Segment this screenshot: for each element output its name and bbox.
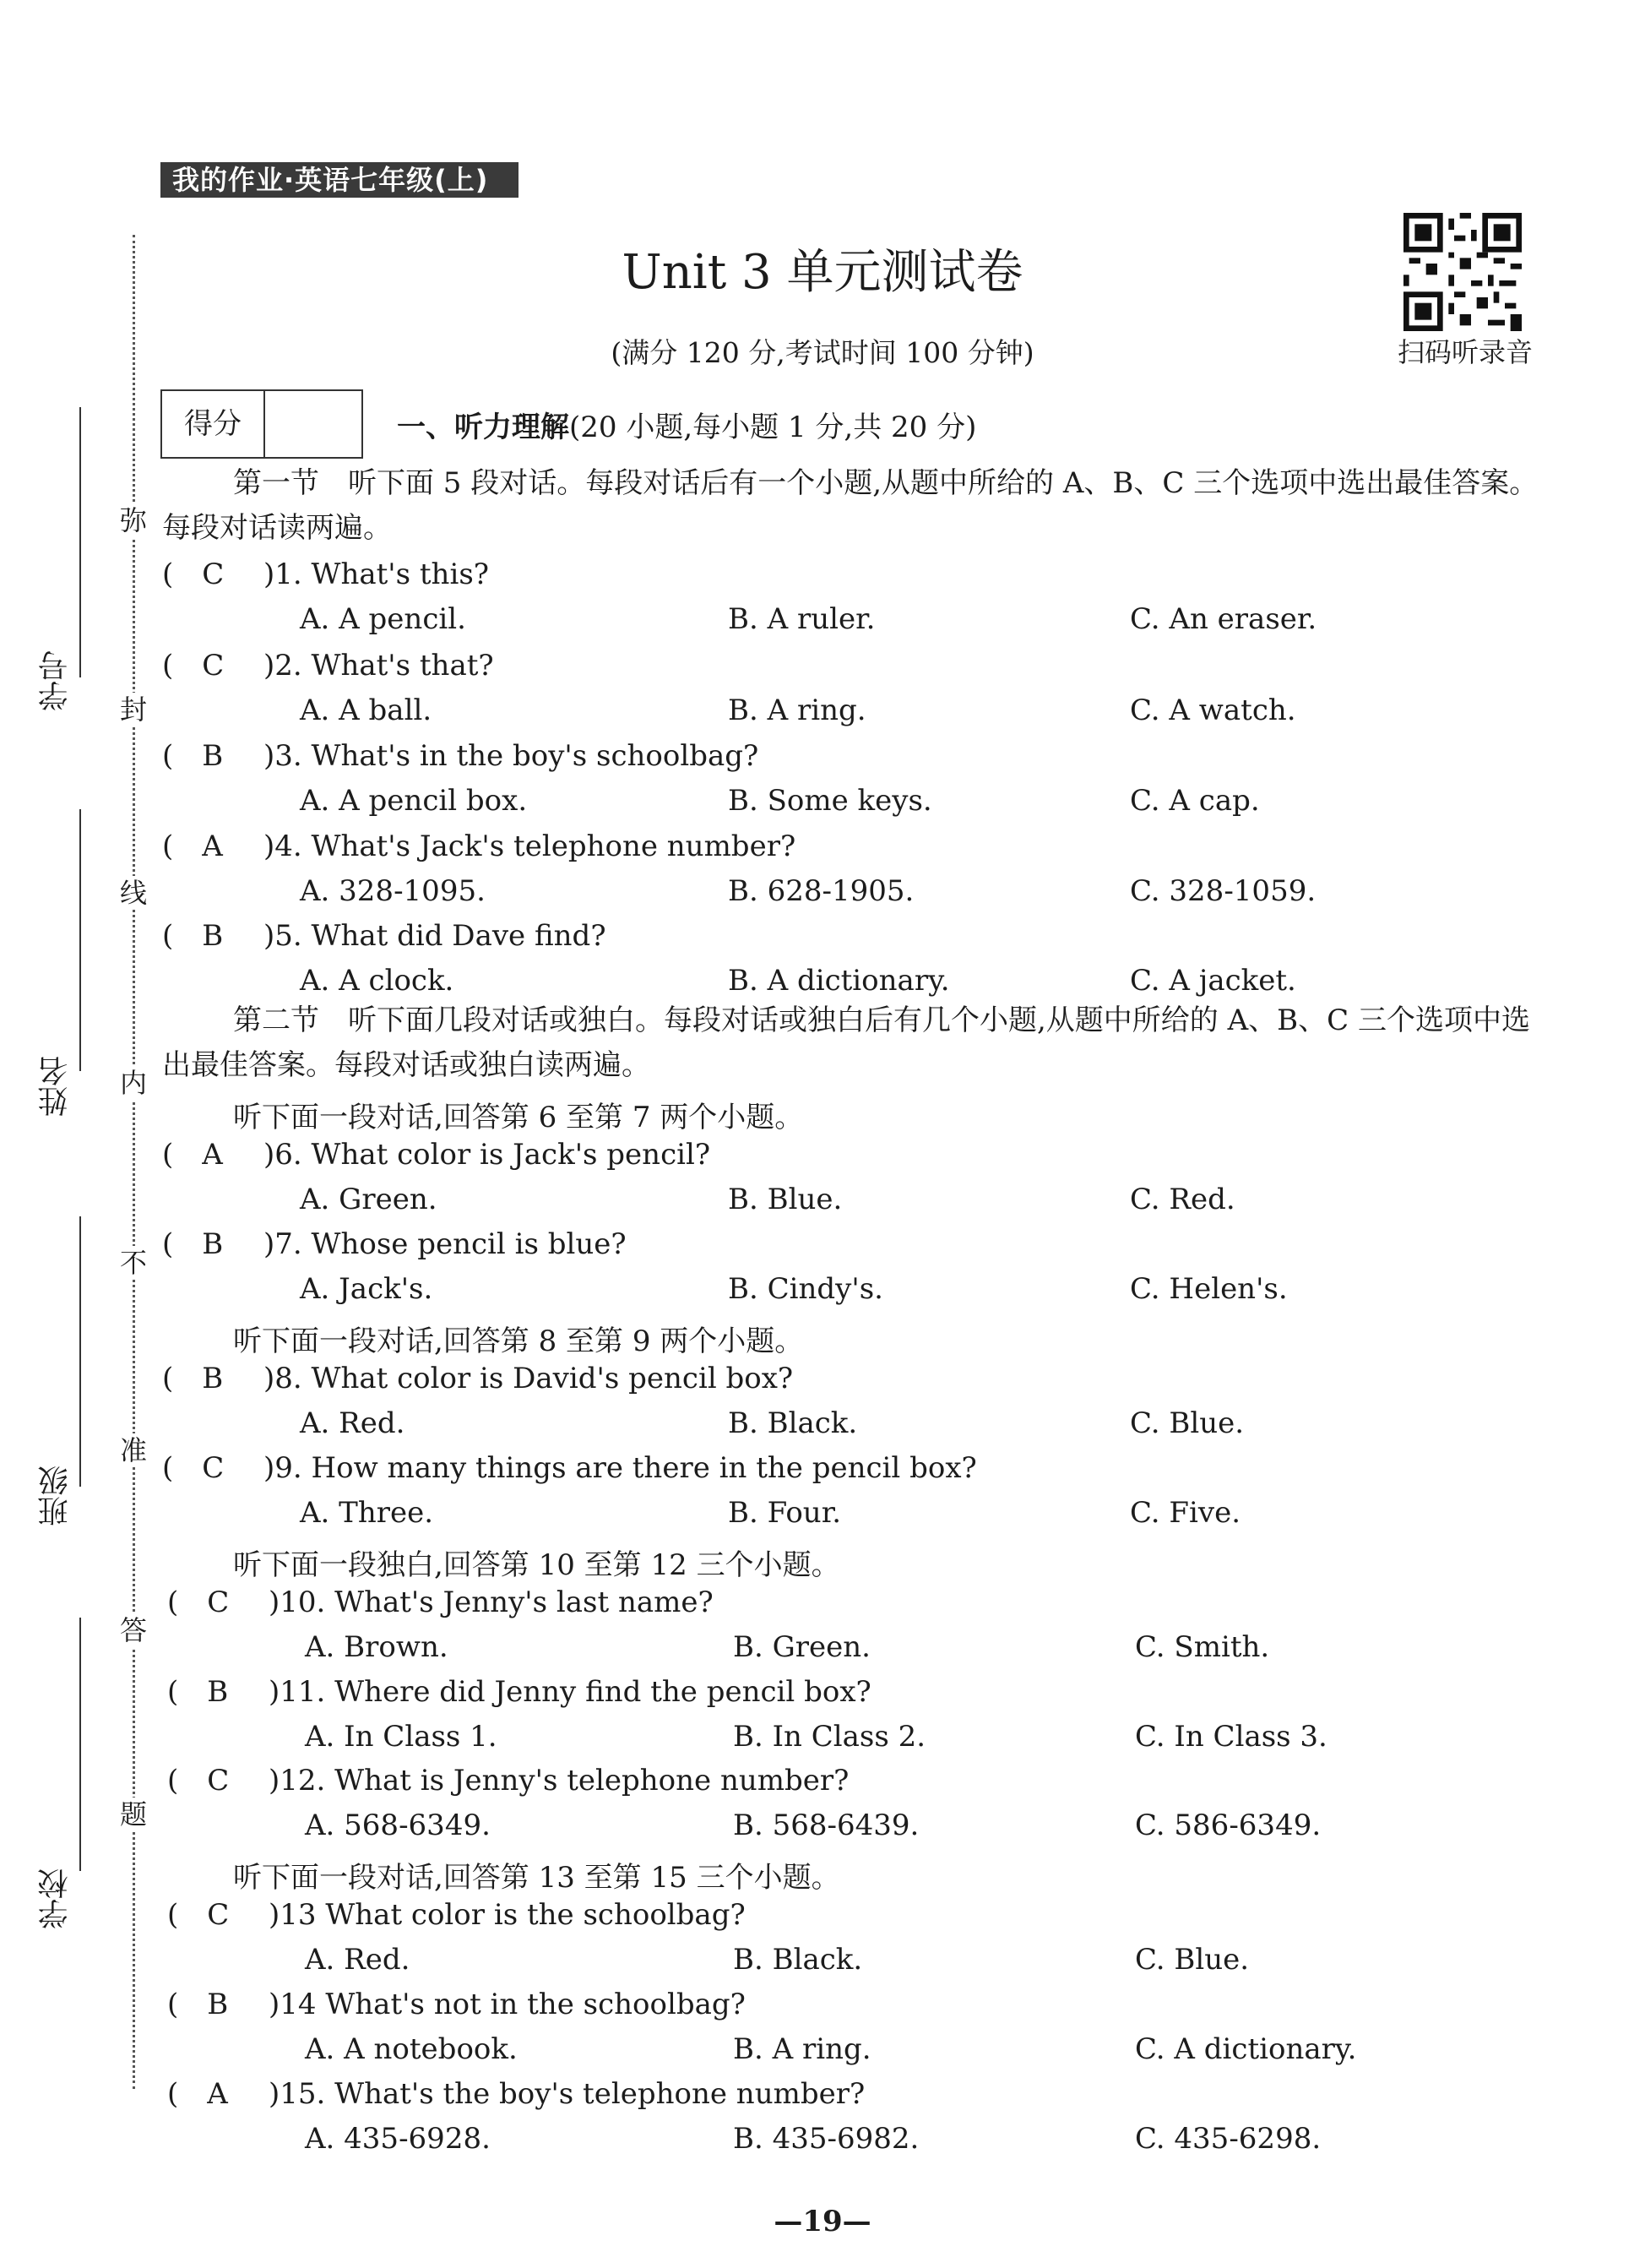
listening-instruction: 听下面一段对话,回答第 13 至第 15 三个小题。 xyxy=(233,1861,840,1895)
answer-letter: A xyxy=(202,1138,223,1172)
question-stem: )5. What did Dave find? xyxy=(263,919,606,953)
page-title: Unit 3 单元测试卷 xyxy=(622,245,1023,300)
score-label: 得分 xyxy=(162,391,265,457)
answer-option: A. A notebook. xyxy=(305,2032,518,2066)
answer-letter: C xyxy=(202,649,225,683)
question-stem: )9. How many things are there in the pencil box? xyxy=(263,1451,977,1485)
answer-option: B. A dictionary. xyxy=(728,964,950,998)
question-stem: )8. What color is David's pencil box? xyxy=(263,1362,794,1395)
binding-char: 弥 xyxy=(119,504,147,536)
class-line xyxy=(79,1216,81,1487)
answer-option: C. Blue. xyxy=(1130,1406,1245,1440)
answer-letter: B xyxy=(202,739,224,773)
answer-option: A. Three. xyxy=(300,1496,434,1530)
answer-option: B. A ring. xyxy=(728,693,866,727)
answer-blank[interactable]: ( C xyxy=(162,649,225,683)
answer-option: A. In Class 1. xyxy=(305,1720,497,1754)
answer-letter: A xyxy=(202,829,223,863)
answer-blank[interactable]: ( A xyxy=(162,1138,223,1172)
answer-option: C. Five. xyxy=(1130,1496,1241,1530)
answer-letter: C xyxy=(202,1451,225,1485)
answer-blank[interactable]: ( C xyxy=(162,557,225,591)
question-row xyxy=(167,1585,714,1619)
answer-blank[interactable]: ( C xyxy=(167,1898,230,1932)
school-line xyxy=(79,1618,81,1871)
question-row xyxy=(167,1764,849,1798)
answer-option: A. A ball. xyxy=(300,693,432,727)
question-row xyxy=(167,1988,746,2021)
answer-option: C. 435-6298. xyxy=(1135,2122,1322,2156)
question-row xyxy=(162,919,606,953)
answer-option: C. Helen's. xyxy=(1130,1272,1288,1306)
answer-option: C. A dictionary. xyxy=(1135,2032,1357,2066)
answer-option: A. A pencil. xyxy=(300,602,466,636)
question-stem: )4. What's Jack's telephone number? xyxy=(263,829,796,863)
answer-option: B. 435-6982. xyxy=(733,2122,920,2156)
name-label: 姓名 xyxy=(38,1056,73,1117)
question-stem: )15. What's the boy's telephone number? xyxy=(269,2077,866,2111)
question-row xyxy=(162,1451,977,1485)
part2-instruction: 第二节 听下面几段对话或独白。每段对话或独白后有几个小题,从题中所给的 A、B、C 三个选项中选出最佳答案。每段对话或独白读两遍。 xyxy=(162,1003,1530,1082)
answer-blank[interactable]: ( B xyxy=(167,1988,229,2021)
answer-letter: B xyxy=(207,1988,229,2021)
part1-instruction: 第一节 听下面 5 段对话。每段对话后有一个小题,从题中所给的 A、B、C 三个选项中选出最佳答案。每段对话读两遍。 xyxy=(162,466,1539,545)
question-row xyxy=(162,557,489,591)
answer-option: B. Black. xyxy=(733,1943,863,1977)
qr-code-icon[interactable] xyxy=(1403,213,1522,331)
question-stem: )1. What's this? xyxy=(263,557,490,591)
answer-letter: C xyxy=(207,1898,230,1932)
question-row xyxy=(162,649,494,683)
binding-char: 准 xyxy=(119,1434,147,1466)
question-stem: )13 What color is the schoolbag? xyxy=(269,1898,746,1932)
answer-option: B. Four. xyxy=(728,1496,842,1530)
question-stem: )10. What's Jenny's last name? xyxy=(269,1585,714,1619)
question-stem: )7. Whose pencil is blue? xyxy=(263,1227,627,1261)
answer-option: A. Brown. xyxy=(305,1630,448,1664)
question-stem: )12. What is Jenny's telephone number? xyxy=(269,1764,850,1798)
binding-char: 答 xyxy=(119,1614,147,1646)
answer-option: B. Green. xyxy=(733,1630,871,1664)
answer-letter: B xyxy=(207,1675,229,1709)
answer-blank[interactable]: ( C xyxy=(167,1585,230,1619)
student-id-label: 学号 xyxy=(38,650,73,711)
question-row xyxy=(162,1138,710,1172)
answer-option: B. Some keys. xyxy=(728,784,932,818)
answer-option: C. Red. xyxy=(1130,1183,1235,1216)
listening-instruction: 听下面一段独白,回答第 10 至第 12 三个小题。 xyxy=(233,1548,840,1582)
answer-option: A. 328-1095. xyxy=(300,874,486,908)
page-number: —19— xyxy=(774,2205,871,2238)
answer-option: C. In Class 3. xyxy=(1135,1720,1327,1754)
answer-letter: B xyxy=(202,1227,224,1261)
score-box xyxy=(160,389,363,459)
answer-blank[interactable]: ( C xyxy=(162,1451,225,1485)
question-stem: )3. What's in the boy's schoolbag? xyxy=(263,739,759,773)
header-tag: 我的作业·英语七年级(上) xyxy=(160,162,518,198)
answer-blank[interactable]: ( A xyxy=(167,2077,228,2111)
class-label: 班级 xyxy=(38,1466,73,1526)
question-row xyxy=(162,829,795,863)
answer-option: C. 328-1059. xyxy=(1130,874,1317,908)
answer-option: B. Cindy's. xyxy=(728,1272,883,1306)
answer-blank[interactable]: ( C xyxy=(167,1764,230,1798)
section-title-detail: (20 小题,每小题 1 分,共 20 分) xyxy=(569,411,977,444)
answer-option: C. Blue. xyxy=(1135,1943,1250,1977)
answer-option: B. 568-6439. xyxy=(733,1808,920,1842)
binding-char: 线 xyxy=(119,877,147,909)
answer-option: A. A pencil box. xyxy=(300,784,528,818)
page-subtitle: (满分 120 分,考试时间 100 分钟) xyxy=(611,336,1034,369)
answer-option: B. A ruler. xyxy=(728,602,876,636)
section-title xyxy=(397,404,976,445)
question-stem: )11. Where did Jenny find the pencil box? xyxy=(269,1675,871,1709)
answer-option: A. Green. xyxy=(300,1183,437,1216)
answer-letter: B xyxy=(202,919,224,953)
binding-char: 封 xyxy=(119,693,147,726)
listening-instruction: 听下面一段对话,回答第 6 至第 7 两个小题。 xyxy=(233,1101,804,1134)
answer-option: B. 628-1905. xyxy=(728,874,915,908)
answer-option: B. In Class 2. xyxy=(733,1720,926,1754)
answer-blank[interactable]: ( B xyxy=(167,1675,229,1709)
answer-option: B. Black. xyxy=(728,1406,858,1440)
answer-option: A. Red. xyxy=(300,1406,405,1440)
answer-letter: A xyxy=(207,2077,228,2111)
answer-blank[interactable]: ( B xyxy=(162,919,224,953)
answer-option: C. A jacket. xyxy=(1130,964,1296,998)
answer-option: A. 435-6928. xyxy=(305,2122,491,2156)
question-row xyxy=(162,739,758,773)
answer-option: A. Red. xyxy=(305,1943,410,1977)
question-row xyxy=(162,1362,793,1395)
student-id-line xyxy=(79,407,81,677)
binding-char: 题 xyxy=(119,1798,147,1830)
answer-option: A. Jack's. xyxy=(300,1272,433,1306)
answer-blank[interactable]: ( B xyxy=(162,1227,224,1261)
answer-letter: C xyxy=(207,1764,230,1798)
answer-option: A. 568-6349. xyxy=(305,1808,491,1842)
answer-option: B. Blue. xyxy=(728,1183,843,1216)
answer-blank[interactable]: ( B xyxy=(162,1362,224,1395)
listening-instruction: 听下面一段对话,回答第 8 至第 9 两个小题。 xyxy=(233,1324,804,1358)
answer-blank[interactable]: ( B xyxy=(162,739,224,773)
answer-option: C. 586-6349. xyxy=(1135,1808,1322,1842)
question-row xyxy=(167,2077,865,2111)
answer-option: C. Smith. xyxy=(1135,1630,1270,1664)
answer-option: B. A ring. xyxy=(733,2032,871,2066)
answer-option: A. A clock. xyxy=(300,964,454,998)
score-input-cell[interactable] xyxy=(265,391,361,457)
answer-option: C. An eraser. xyxy=(1130,602,1317,636)
qr-code-label: 扫码听录音 xyxy=(1397,336,1533,368)
school-label: 学校 xyxy=(38,1868,73,1929)
question-row xyxy=(167,1898,746,1932)
name-line xyxy=(79,809,81,1071)
section-title-main: 一、听力理解 xyxy=(397,411,569,444)
binding-char: 不 xyxy=(119,1247,147,1279)
answer-letter: C xyxy=(202,557,225,591)
answer-blank[interactable]: ( A xyxy=(162,829,223,863)
question-stem: )2. What's that? xyxy=(263,649,494,683)
question-row xyxy=(162,1227,627,1261)
answer-option: C. A cap. xyxy=(1130,784,1260,818)
answer-option: C. A watch. xyxy=(1130,693,1296,727)
answer-letter: B xyxy=(202,1362,224,1395)
binding-char: 内 xyxy=(119,1067,147,1099)
question-stem: )6. What color is Jack's pencil? xyxy=(263,1138,711,1172)
question-row xyxy=(167,1675,871,1709)
answer-letter: C xyxy=(207,1585,230,1619)
question-stem: )14 What's not in the schoolbag? xyxy=(269,1988,746,2021)
